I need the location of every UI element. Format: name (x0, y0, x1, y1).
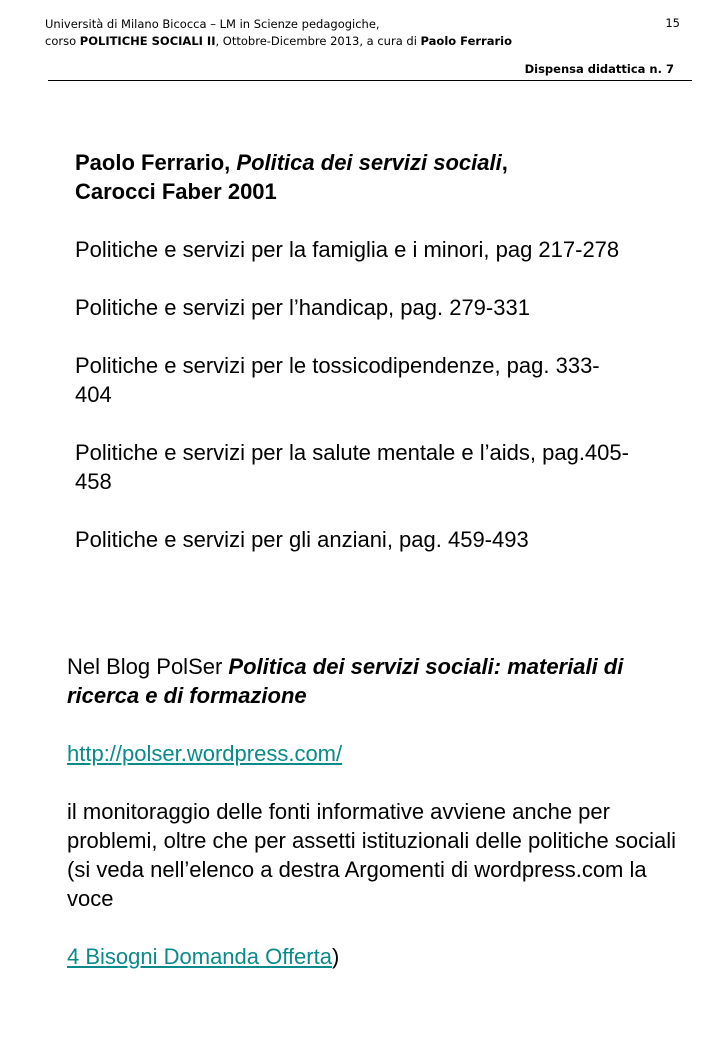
book-title: Politica dei servizi sociali (236, 150, 502, 175)
header-university: Università di Milano Bicocca – LM in Scienze pedagogiche, (45, 17, 380, 31)
book-title-comma: , (501, 150, 508, 175)
header-course-dates: , Ottobre-Dicembre 2013, a cura di (215, 34, 421, 48)
blog-title: Politica dei servizi sociali: materiali di ricerca e di formazione (67, 654, 624, 708)
closing-paren: ) (331, 944, 340, 969)
blog-intro (67, 652, 697, 710)
page-header (45, 16, 512, 50)
blog-section (67, 652, 697, 1000)
editor-name: Paolo Ferrario (420, 34, 512, 48)
header-course-prefix: corso (45, 34, 80, 48)
book-reference (75, 148, 635, 206)
blog-prefix: Nel Blog PolSer (67, 654, 229, 679)
blog-url-link[interactable]: http://polser.wordpress.com/ (67, 741, 343, 766)
tag-link[interactable]: 4 Bisogni Domanda Offerta (67, 944, 332, 969)
chapter-item: Politiche e servizi per l’handicap, pag. 279-331 (75, 295, 530, 320)
header-divider (48, 80, 692, 81)
tag-paragraph (67, 942, 697, 971)
chapter-item: Politiche e servizi per gli anziani, pag. 459-493 (75, 527, 529, 552)
book-section (75, 148, 635, 583)
book-publisher: Carocci Faber 2001 (75, 179, 277, 204)
book-author: Paolo Ferrario, (75, 150, 237, 175)
chapter-item: Politiche e servizi per la salute mentale e l’aids, pag.405-458 (75, 440, 629, 494)
page-number: 15 (665, 16, 680, 30)
header-course-line (45, 33, 512, 50)
blog-url-paragraph (67, 739, 697, 768)
chapter-item: Politiche e servizi per le tossicodipendenze, pag. 333-404 (75, 353, 600, 407)
course-name: POLITICHE SOCIALI II (79, 34, 216, 48)
blog-description: il monitoraggio delle fonti informative avviene anche per problemi, oltre che per assetti istituzionali delle politiche sociali (si veda nell’elenco a destra Argomenti di wordpress.com la voce (67, 799, 676, 911)
chapter-item: Politiche e servizi per la famiglia e i minori, pag 217-278 (75, 237, 620, 262)
dispensa-label: Dispensa didattica n. 7 (524, 62, 674, 76)
